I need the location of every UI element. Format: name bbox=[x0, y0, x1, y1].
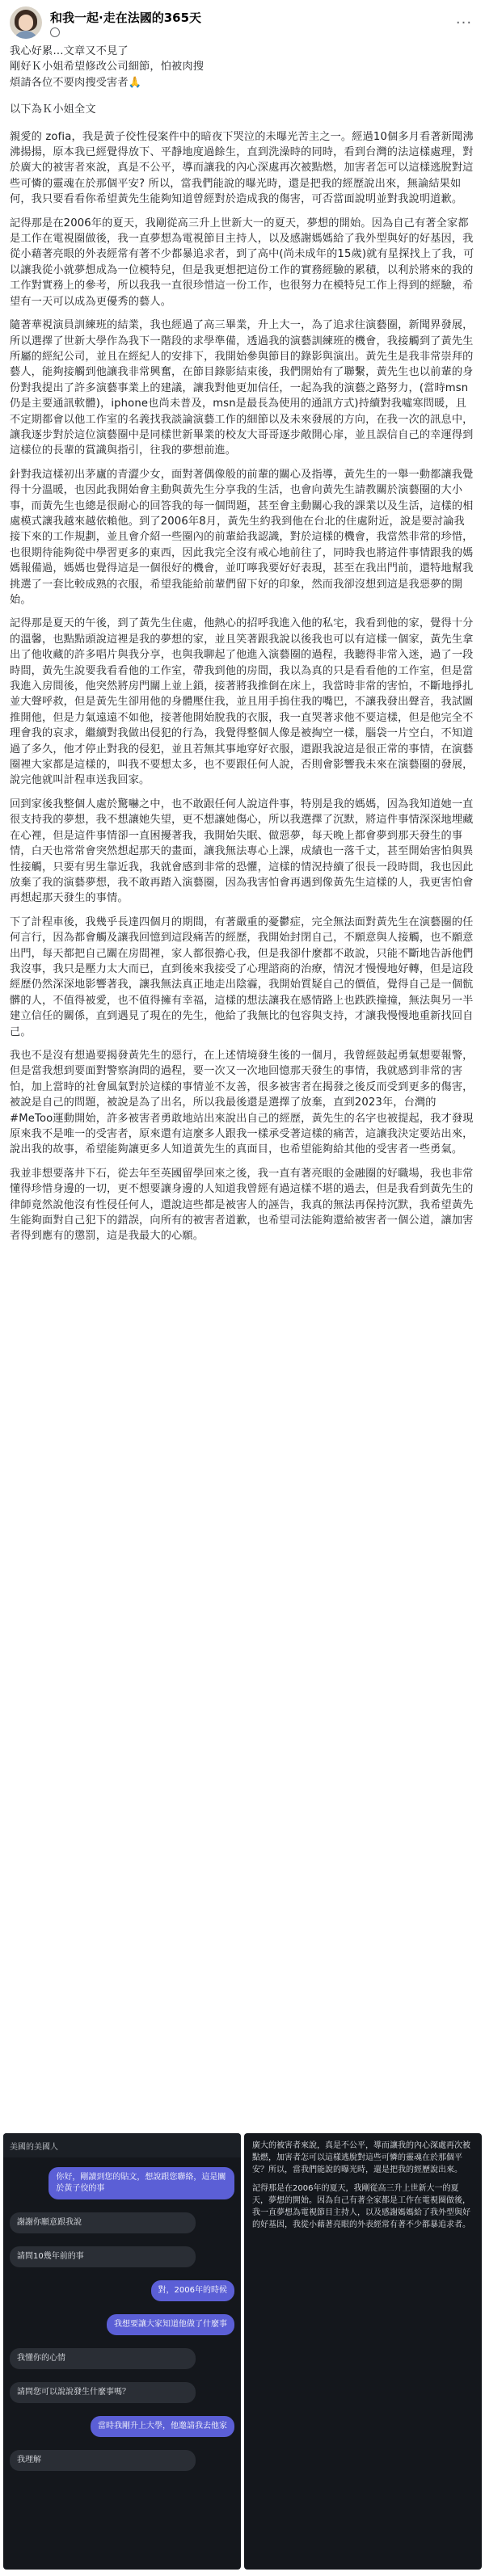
post-meta bbox=[50, 9, 453, 37]
text-screenshot[interactable] bbox=[244, 2133, 482, 2570]
intro-line: 我心好累…文章又不見了 bbox=[10, 45, 129, 57]
chat-message: 謝謝你願意跟我說 bbox=[10, 2212, 196, 2233]
chat-message: 當時我剛升上大學，他邀請我去他家 bbox=[91, 2416, 234, 2437]
intro-line: 剛好Ｋ小姐希望修改公司細節，怕被肉搜 bbox=[10, 61, 205, 74]
chat-message: 我懂你的心情 bbox=[10, 2348, 196, 2369]
chat-message: 我想要讓大家知道他做了什麼事 bbox=[107, 2314, 234, 2335]
attached-screenshots bbox=[0, 2133, 485, 2576]
post-intro bbox=[10, 44, 475, 118]
chat-screenshot[interactable] bbox=[3, 2133, 241, 2570]
chat-thread bbox=[3, 2157, 241, 2477]
chat-title: 美國的美國人 bbox=[10, 2142, 58, 2152]
globe-icon bbox=[50, 27, 60, 37]
post-paragraph: 親愛的 zofia，我是黃子佼性侵案件中的暗夜下哭泣的未曝光苦主之一。經過10個多月看著新聞沸沸揚揚，原本我已經覺得放下、平靜地度過餘生，直到洗澡時的同時，看到台灣的法這樣處理，對於廣大的被害者來說，真是不公平，導而讓我的內心深處再次被點燃，加害者怎可以這樣逃脫對這些可憐的靈魂在於那個平安? 所以，當我們能說的曝光時，還是把我的經歷說出來，無論結果如何，我只要看看你希望黃先生能夠知道曾經對於造成我的傷害，可否當面說明並對我說明道歉。 bbox=[10, 130, 474, 206]
screenshot-text bbox=[244, 2133, 482, 2244]
chat-message: 請問您可以說說發生什麼事嗎？ bbox=[10, 2382, 196, 2403]
post-paragraph: 隨著華視演員訓練班的結業，我也經過了高三畢業，升上大一，為了追求往演藝圈，新聞界發展，所以選擇了世新大學作為我下一階段的求學準備，透過我的演藝訓練班的機會，我接觸到了黃先生所屬的經紀公司，並且在經紀人的安排下，我開始參與節目的錄影與演出。黃先生是我非常崇拜的藝人，能夠接觸到他讓我非常興奮，在節目錄影結束後，我們開始有了聯繫，黃先生也以前輩的身份對我提出了許多演藝事業上的建議，讓我對他更加信任，一起為我的演藝之路努力，(當時msn仍是主要通訊軟體)，iphone也尚未普及，msn是最長為使用的通訊方式)持續對我噓寒問暖，且不定期都會以他工作室的名義找我談論演藝工作的細節以及未來發展的方向，在我一次的訊息中，讓我逐步對於這位演藝圈中是同樣世新畢業的校友大哥哥逐步敞開心扉，並且誤信自己的幸運得到這樣位的長輩的賞識與指引，往我的夢想前進。 bbox=[10, 319, 474, 457]
more-options-icon[interactable]: ··· bbox=[455, 14, 473, 32]
intro-line: 以下為Ｋ小姐全文 bbox=[10, 103, 96, 116]
post-paragraph: 記得那是在2006年的夏天，我剛從高三升上世新大一的夏天，夢想的開始。因為自己有著全家都是工作在電視圈做後，我一直夢想為電視節目主持人，以及感謝媽媽給了我外型與好的好基因，我從小藉著亮眼的外表經常有著不少都暴追求者，到了高中(尚未成年的15歲)就有星探找上了我，可以讓我從小就夢想成為一位模特兒，但是我更想把這份工作的實務經驗的累積，以利於將來的我的工作對實務上的參考，所以我我一直很珍惜這一份工作，也很努力在模特兒工作上得到的經驗，希望有一天可以成為更優秀的藝人。 bbox=[10, 217, 474, 308]
chat-message: 對，2006年的時候 bbox=[151, 2280, 234, 2301]
post-paragraph: 記得那是夏天的午後，到了黃先生住處，他熱心的招呼我進入他的私宅，我看到他的家，覺得十分的溫馨，也點點頭說這裡是我的夢想的家，並且笑著跟我說以後我也可以有這樣一個家，黃先生拿出了他收藏的許多唱片與我分享，也與我聊起了他進入演藝圈的過程，我聽得非常入迷，過了一段時間，黃先生說要我看看他的工作室，帶我到他的房間，我以為真的只是看看他的工作室，但是當我進入房間後，他突然將房門關上並上鎖，接著將我推倒在床上，我當時非常的害怕，不斷地掙扎並大聲呼救，但是黃先生卻用他的身體壓住我，並且用手摀住我的嘴巴，不讓我發出聲音，我試圖推開他，但是力氣遠遠不如他，接著他開始脫我的衣服，我一直哭著求他不要這樣，但是他完全不理會我的哀求，繼續對我做出侵犯的行為，我覺得整個人像是被掏空一樣，腦袋一片空白，不知道過了多久，他才停止對我的侵犯，並且若無其事地穿好衣服，還跟我說這是很正常的事情，在演藝圈裡大家都是這樣的，叫我不要想太多，也不要跟任何人說，否則會影響我未來在演藝圈的發展，說完他就叫計程車送我回家。 bbox=[10, 617, 474, 787]
chat-message: 你好，剛讀到您的貼文，想說跟您聯絡，這是關於黃子佼的事 bbox=[48, 2167, 234, 2199]
chat-header bbox=[3, 2133, 241, 2157]
post-body bbox=[0, 44, 485, 1244]
post-subline bbox=[50, 27, 453, 37]
chat-message: 請問10幾年前的事 bbox=[10, 2246, 196, 2267]
post-paragraph: 回到家後我整個人處於驚嚇之中，也不敢跟任何人說這件事，特別是我的媽媽，因為我知道她一直很支持我的夢想，我不想讓她失望，更不想讓她傷心，所以我選擇了沉默，將這件事情深深地埋藏在心裡，但是這件事情卻一直困擾著我，我開始失眠、做惡夢，每天晚上都會夢到那天發生的事情，白天也常常會突然想起那天的畫面，讓我無法專心上課，成績也一落千丈，甚至開始害怕與異性接觸，只要有男生靠近我，我就會感到非常的恐懼，這樣的情況持續了很長一段時間，我也因此放棄了我的演藝夢想，我不敢再踏入演藝圈，因為我害怕會再遇到像黃先生這樣的人，我更害怕會再想起那天發生的事情。 bbox=[10, 798, 474, 905]
post-paragraph: 我並非想要落井下石，從去年至英國留學回來之後，我一直有著亮眼的金融圈的好職場，我也非常懂得珍惜身邊的一切，更不想要讓身邊的人知道我曾經有過這樣不堪的過去，但是我看到黃先生的律師竟然說他沒有性侵任何人，還說這些都是被害人的誣告，我真的無法再保持沉默，我希望黃先生能夠面對自己犯下的錯誤，向所有的被害者道歉，也希望司法能夠還給被害者一個公道，讓加害者得到應有的懲罰，這是我最大的心願。 bbox=[10, 1167, 474, 1243]
screenshot-paragraph: 記得那是在2006年的夏天，我剛從高三升上世新大一的夏天，夢想的開始。因為自己有著全家都是工作在電視圈做後，我一直夢想為電視節目主持人，以及感謝媽媽給了我外型與好的好基因，我從小藉著亮眼的外表經常有著不少都暴追求者。 bbox=[252, 2184, 470, 2229]
post-paragraph: 針對我這樣初出茅廬的青澀少女，面對著偶像般的前輩的關心及指導，黃先生的一舉一動都讓我覺得十分溫暖，也因此我開始會主動與黃先生分享我的生活，也會向黃先生請教關於演藝圈的大小事，而黃先生也總是很耐心的回答我的每一個問題，甚至會主動關心我的課業以及生活，這樣的相處模式讓我越來越依賴他。到了2006年8月，黃先生約我到他在台北的住處附近，說是要討論我接下來的工作規劃，並且會介紹一些圈內的前輩給我認識，對於這樣的機會，我當然非常的珍惜，也很期待能夠從中學習更多的東西，因此我完全沒有戒心地前往了，同時我也將這件事情跟我的媽媽報備過，媽媽也覺得這是一個很好的機會，並叮嚀我要好好表現，甚至在我出門前，還特地幫我挑選了一套比較成熟的衣服，希望我能給前輩們留下好的印象，然而我卻沒想到這是我惡夢的開始。 bbox=[10, 468, 474, 606]
author-name[interactable]: 和我一起·走在法國的365天 bbox=[50, 10, 202, 25]
screenshot-paragraph: 廣大的被害者來說，真是不公平，導而讓我的內心深處再次被點燃，加害者怎可以這樣逃脫對這些可憐的靈魂在於那個平安？所以，當我們能說的曝光時，還是把我的經歷說出來。 bbox=[252, 2141, 470, 2174]
avatar[interactable] bbox=[10, 6, 42, 39]
intro-line: 煩請各位不要肉搜受害者🙏 bbox=[10, 76, 142, 89]
post-paragraph: 我也不是沒有想過要揭發黃先生的惡行，在上述情境發生後的一個月，我曾經鼓起勇氣想要報警，但是當我想到要面對警察詢問的過程，要一次又一次地回憶那天發生的事情，我就感到非常的害怕，加上當時的社會風氣對於這樣的事情並不友善，很多被害者在揭發之後反而受到更多的傷害，被說是自己的問題，被說是為了出名，所以我最後還是選擇了放棄，直到2023年，台灣的#MeToo運動開始，許多被害者勇敢地站出來說出自己的經歷，黃先生的名字也被提起，我才發現原來我不是唯一的受害者，原來還有這麼多人跟我一樣承受著這樣的痛苦，這讓我決定要站出來，說出我的故事，希望能夠讓更多人知道黃先生的真面目，也希望能夠給其他的受害者一些勇氣。 bbox=[10, 1049, 474, 1156]
post-header bbox=[0, 0, 485, 44]
post-paragraph: 下了計程車後，我幾乎長達四個月的期間，有著嚴重的憂鬱症，完全無法面對黃先生在演藝圈的任何言行，因為都會觸及讓我回憶到這段痛苦的經歷，我開始封閉自己，不願意與人接觸，也不願意出門，每天都把自己關在房間裡，家人都很擔心我，但是我卻什麼都不敢說，只能不斷地告訴他們我沒事，我只是壓力太大而已，直到後來我接受了心理諮商的治療，情況才慢慢地好轉，但是這段經歷仍然深深地影響著我，讓我無法真正地走出陰霾，我開始質疑自己的價值，覺得自己是一個骯髒的人，不值得被愛，也不值得擁有幸福，這樣的想法讓我在感情路上也跌跌撞撞，無法與另一半建立信任的關係，直到遇見了現在的先生，他給了我無比的包容與支持，才讓我慢慢地重新找回自己。 bbox=[10, 915, 474, 1038]
chat-message: 我理解 bbox=[10, 2450, 196, 2471]
